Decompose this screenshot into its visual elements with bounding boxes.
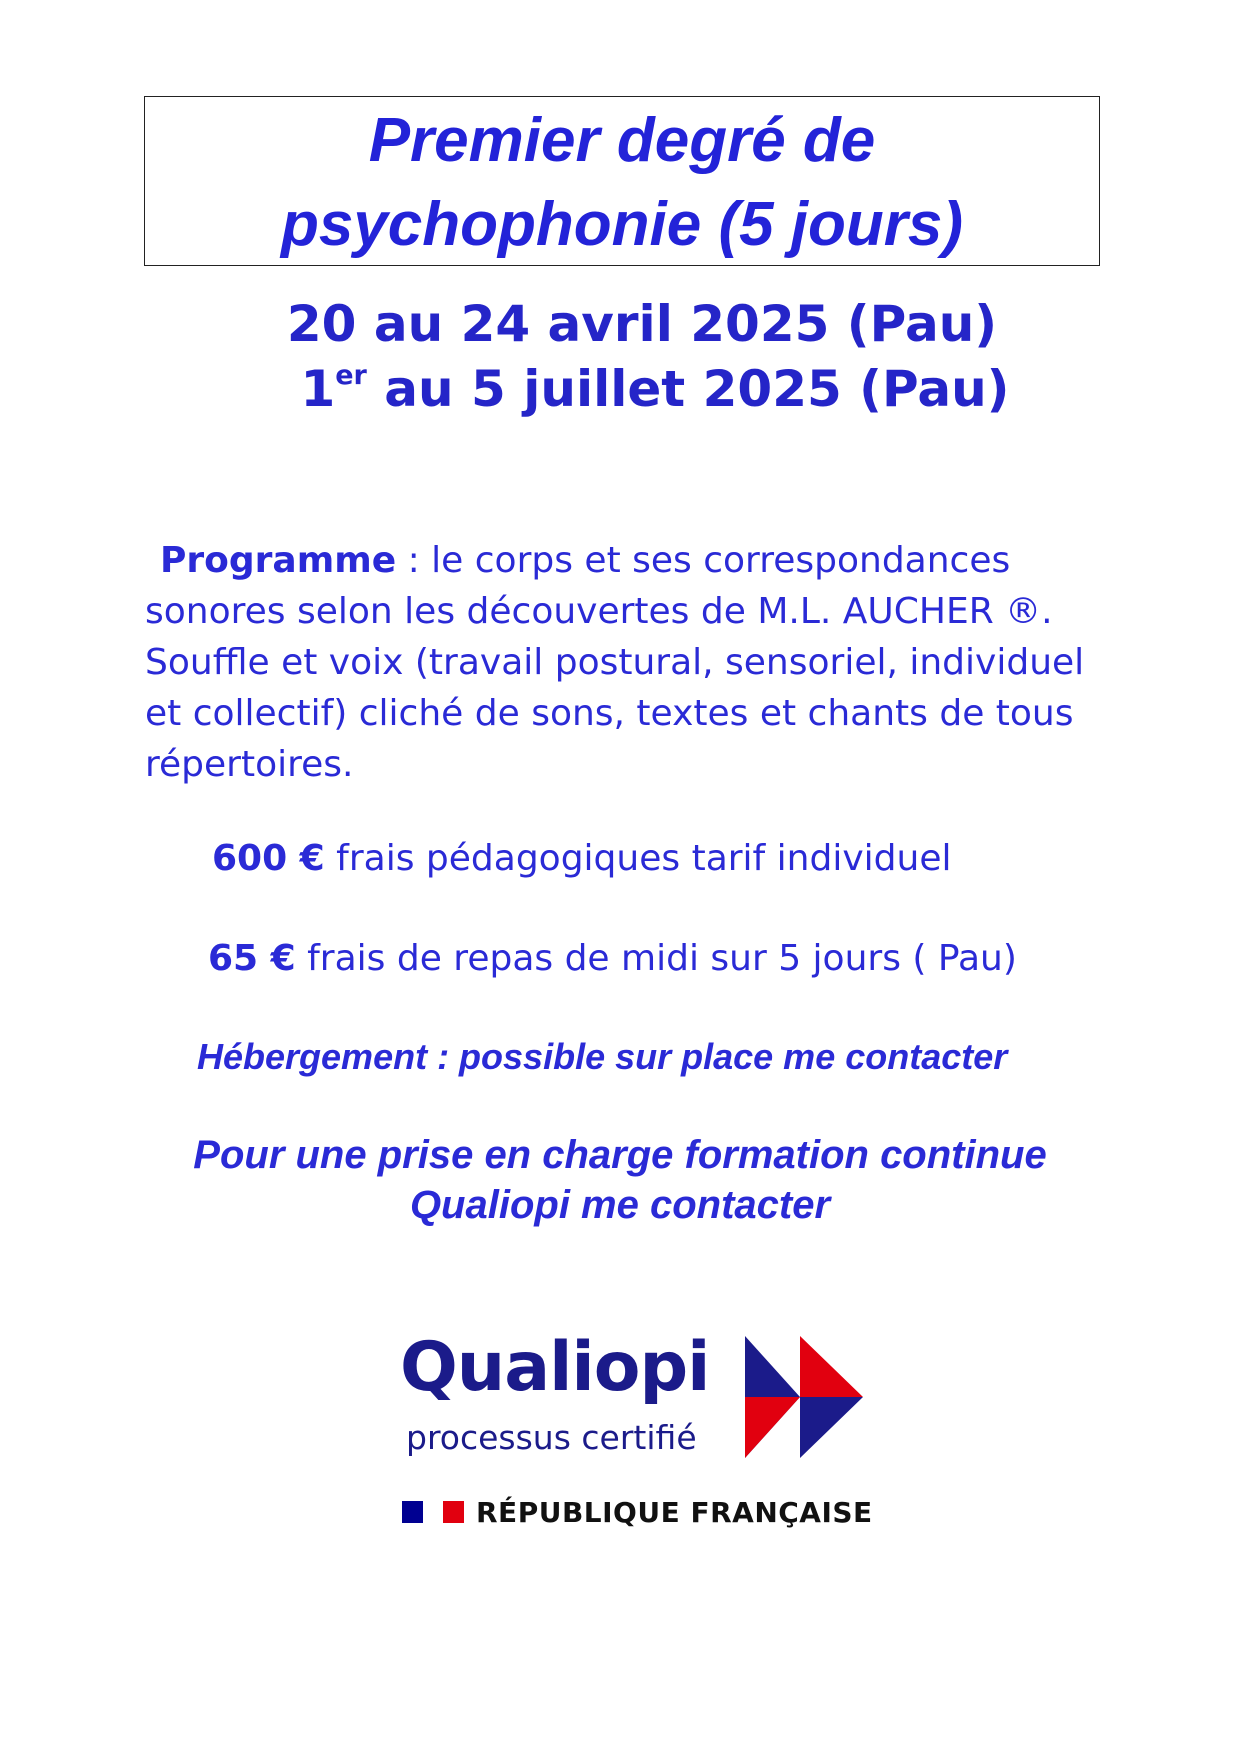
qualiopi-logo <box>400 1328 880 1488</box>
session-date-1: 20 au 24 avril 2025 (Pau) <box>286 295 998 353</box>
training-line-1: Pour une prise en charge formation continue <box>193 1133 1047 1177</box>
qualiopi-subtitle: processus certifié <box>406 1418 697 1457</box>
price-tuition <box>212 838 951 879</box>
price-tuition-text: frais pédagogiques tarif individuel <box>324 838 952 879</box>
republique-francaise-text: RÉPUBLIQUE FRANÇAISE <box>476 1495 873 1529</box>
lodging-note: Hébergement : possible sur place me contacter <box>197 1036 1008 1077</box>
programme-paragraph <box>145 535 1105 790</box>
title-box <box>144 96 1100 266</box>
training-line-2: Qualiopi me contacter <box>409 1183 831 1227</box>
title-line-1: Premier degré de <box>368 106 876 175</box>
price-meals <box>208 938 1017 979</box>
session-date-2-prefix: 1 <box>300 360 336 418</box>
programme-text: : le corps et ses correspondances sonores selon les découvertes de M.L. AUCHER ®. Souffle et voix (travail postural, sensoriel, individuel et collectif) cliché de sons, textes et chants de tous répertoires. <box>145 540 1085 785</box>
session-date-2-sup: er <box>335 360 367 391</box>
qualiopi-arrows-icon <box>745 1336 865 1458</box>
title-line-2: psychophonie (5 jours) <box>280 190 964 259</box>
qualiopi-wordmark: Qualiopi <box>400 1328 710 1407</box>
price-meals-text: frais de repas de midi sur 5 jours ( Pau) <box>295 938 1017 979</box>
programme-label: Programme <box>160 540 397 581</box>
session-date-2 <box>35 360 1240 418</box>
session-date-2-rest: au 5 juillet 2025 (Pau) <box>366 360 1010 418</box>
training-note <box>90 1130 1150 1230</box>
price-tuition-amount: 600 € <box>212 838 325 879</box>
price-meals-amount: 65 € <box>208 938 296 979</box>
republique-francaise-mark <box>402 1492 873 1532</box>
french-flag-icon <box>402 1501 464 1523</box>
